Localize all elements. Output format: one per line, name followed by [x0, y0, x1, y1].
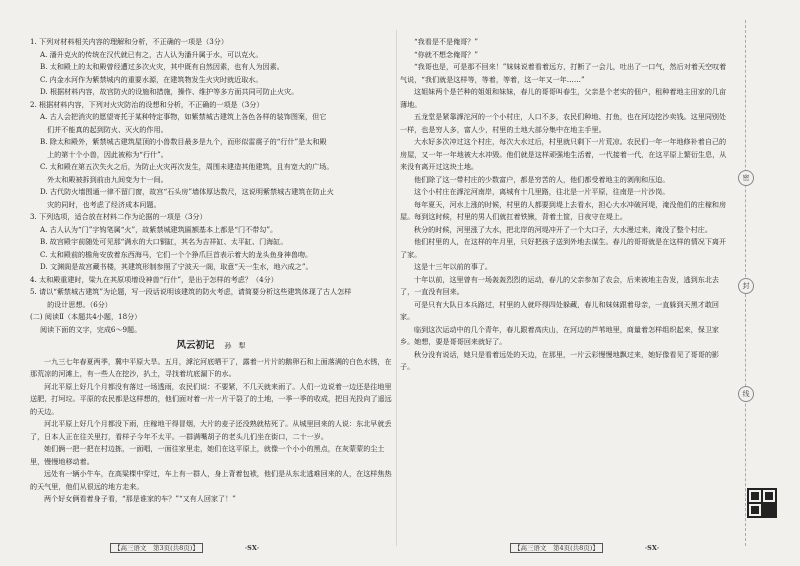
right-footer — [510, 543, 659, 552]
story-author: 孙 犁 — [224, 342, 246, 350]
question-line: D. 古代防火墙围通一律不留门窗，故宫“石头房”墙体厚达数尺，这说明紫禁城古建筑在防止火 — [40, 187, 334, 196]
question-line: 灾的同时，也考虑了经济成本问题。 — [40, 199, 161, 209]
question-line: 4. 太和殿重建时，梁九在其原项增设神兽“行什”，是出于怎样的考虑？（4分） — [30, 274, 278, 284]
question-line: B. 除太和殿外，紫禁城古建筑屋顶的小兽数目最多是九个，而形似雷震子的“行什”是太和殿 — [40, 137, 327, 146]
left-page — [30, 36, 392, 558]
question-line: 阅读下面的文字，完成6～9题。 — [40, 324, 142, 334]
question-line: 的设计思想。（6分） — [40, 299, 112, 309]
story-paragraph: 秋分的时候，河里涨了大水，把北岸的河堤冲开了一个大口子，大水漫过来，淹没了整个村庄。 — [414, 224, 712, 234]
right-page — [400, 36, 728, 558]
binding-mark-1: 密 — [738, 170, 754, 186]
story-paragraph: 秋分没有说话，她只是看着远处的天边，在那里，一片云彩慢慢地飘过来，她好像看见了哥哥的影子。 — [400, 349, 720, 371]
story-paragraph: 临到这次运动中的几个青年，春儿跟着高庆山，在河边的芦苇地里，商量着怎样组织起来，保卫家乡。她想，要是哥哥回来就好了。 — [400, 324, 720, 346]
story-paragraph: 十年以前，这里曾有一场轰轰烈烈的运动，春儿的父亲参加了农会，后来被地主告发，逃到东北去了，一直没有回来。 — [400, 274, 720, 296]
question-line: C. 内金水河作为紫禁城内的重要水源，在建筑物发生火灾时就近取水。 — [40, 74, 263, 84]
story-paragraph: 她们俩一把一把在村边拣，一面唱，一面往家里走，她们在这平原上，就像一个小小的黑点，在灰蒙蒙的尘土里，慢慢地移动着。 — [30, 444, 385, 466]
left-footer — [110, 543, 259, 552]
story-paragraph: 他们除了这一带村庄的少数富户，都是穷苦的人，他们都受着地主的剥削和压迫。 — [414, 174, 670, 184]
story-paragraph: “我看是不是俺哥？” — [414, 37, 479, 46]
question-line: A. 古人会把消灾的愿望寄托于某种特定事物，如紫禁城古建筑上各色各样的装饰图案，但它 — [40, 112, 327, 121]
left-sx-mark: ·SX· — [244, 544, 260, 552]
right-sx-mark: ·SX· — [644, 544, 660, 552]
question-line: (二) 阅读Ⅱ（本题共4小题，18分） — [30, 312, 142, 321]
question-line: 5. 请以“紫禁城古建筑”为论题，写一段话说明该建筑的防火考虑，请简要分析这些建筑体现了古人怎样 — [30, 287, 352, 296]
question-line: 上的第十个小兽，因此被称为“行什”。 — [40, 149, 168, 159]
story-paragraph: 五龙堂是紧靠滹沱河的一个小村庄，人口不多，农民们种地、打鱼，也在河边挖沙卖钱。这里同别处一样，也是穷人多，富人少，村里的土地大部分集中在地主手里。 — [400, 112, 727, 134]
story-paragraph: 这是十三年以前的事了。 — [414, 262, 493, 271]
story-title-text: 风云初记 — [176, 340, 215, 351]
story-paragraph: 大水好多次冲过这个村庄，每次大水过后，村里就只剩下一片荒凉。农民们一年一年地修补着自己的房屋，又一年一年地被大水冲毁。他们就是这样顽强地生活着，一代接着一代，在这平原上繁衍生息，从来没有离开过这块土地。 — [400, 137, 727, 171]
story-paragraph: 这个小村庄在滹沱河南岸，离城有十几里路，往北是一片平原，往南是一片沙岗。 — [414, 187, 670, 196]
question-line: C. 太和殿在第五次失火之后，为防止火灾再次发生，周围未建造其他建筑，且有宽大的广场。 — [40, 162, 334, 171]
qr-code-icon — [747, 488, 777, 518]
binding-mark-3: 线 — [738, 386, 754, 402]
question-line: D. 根据材料内容，故宫防火的设施和措施，操作、维护等多方面共同可防止火灾。 — [40, 87, 299, 96]
story-paragraph: 他们村里的人，在这样的年月里，只好把孩子送到外地去谋生。春儿的哥哥就是在这样的情况下离开了家。 — [400, 237, 727, 259]
question-line: 3. 下列选项，适合放在材料二作为论据的一项是（3分） — [30, 212, 207, 221]
question-line: 外太和殿被拆到前由九间变为十一间。 — [40, 174, 168, 184]
question-line: A. 潘升克火的传统在汉代就已有之，古人认为潘升属于水，可以克火。 — [40, 49, 263, 59]
story-paragraph: 两个好女俩看着身子看，“那是谁家的车？”“又有人回家了！” — [44, 494, 236, 503]
story-paragraph: 河北平原上好几个月都没下雨，庄稼地干得冒烟，大片的麦子还没熟就枯死了。从城里回来的人说：东北早就丢了，日本人正在往关里打，看样子今年不太平。一群满嘴胡子的老头儿们坐在街口，二十一岁。 — [30, 419, 392, 441]
story-paragraph: 可是只有大队日本兵路过，村里的人就吓得四处躲藏，春儿和妹妹跟着母亲，一直躲到天黑才敢回家。 — [400, 299, 720, 321]
story-paragraph: “我哥也是，可是那不回来！”妹妹说着看着远方，打断了一会儿，吐出了一口气，然后对着天空叹着气说，“我们就是这样等，等着，等着，这一年又一年……” — [400, 62, 727, 84]
question-line: 2. 根据材料内容，下列对火灾防治的设想和分析，不正确的一项是（3分） — [30, 99, 264, 109]
story-paragraph: 每年夏天，河水上涨的时候，村里的人都要到堤上去看水，担心大水冲破河堤，淹没他们的庄稼和房屋。每到这时候，村里的男人们就扛着铁锹，背着土筐，日夜守在堤上。 — [400, 199, 727, 221]
story-title — [30, 340, 392, 353]
story-paragraph: 河北平原上好几个月都没有落过一场透雨，农民们说：不要紧，不几天就来雨了。人们一边说着一边还是往地里送肥，打坷垃。平原的农民都是这样想的，他们面对着一片一片干裂了的土地，一季一季的收成，把目光投向了遥远的天边。 — [30, 381, 392, 416]
right-page-number: 【高三语文 第4页(共8页)】 — [510, 543, 603, 553]
question-line: D. 文渊阁是故宫藏书楼，其建筑形制参照了宁波天一阁，取意“天一生水，地六成之”。 — [40, 262, 313, 271]
question-line: C. 太和殿前的檐角安放着东西海马，它们一个个狰爪巨首表示着大的龙头鱼身神兽吻。 — [40, 249, 313, 259]
story-paragraph: “你就不想念俺哥？” — [414, 49, 479, 59]
binding-mark-2: 封 — [738, 278, 754, 294]
story-paragraph: 一九三七年春夏两季，冀中平原大旱。五月，滹沱河底晒干了，露着一片片的鹅卵石和上面落满的白色水锈，在那荒凉的河滩上，有一些人在挖沙，扒土，寻找着坑底漏下的水。 — [30, 356, 392, 378]
page-divider — [396, 30, 397, 546]
story-paragraph: 远处有一辆小牛车，在高粱棵中穿过，车上有一群人，身上背着包袱，他们是从东北逃难回来的人，在这样焦热的天气里，他们从很远的地方走来。 — [30, 469, 392, 491]
question-line: B. 太和殿上的太和殿曾经遭过多次火灾，其中既有自然因素，也有人为因素。 — [40, 62, 284, 71]
question-line: B. 故宫殿宇前随处可见那“满水的大口铜缸，其名为吉祥缸、太平缸、门海缸。 — [40, 237, 288, 246]
left-page-number: 【高三语文 第3页(共8页)】 — [110, 543, 203, 553]
question-line: 们并不能真的起到防火、灭火的作用。 — [40, 124, 168, 134]
story-paragraph: 这姐妹两个是芒种的姐姐和妹妹，春儿的哥哥叫春生，父亲是个老实的佃户，租种着地主田家的几亩薄地。 — [400, 87, 727, 109]
question-line: A. 古人认为“门”字钩笔属“火”，故紫禁城建筑匾额基本上都是“门不带勾”。 — [40, 224, 278, 234]
question-line: 1. 下列对材料相关内容的理解和分析，不正确的一项是（3分） — [30, 37, 228, 46]
